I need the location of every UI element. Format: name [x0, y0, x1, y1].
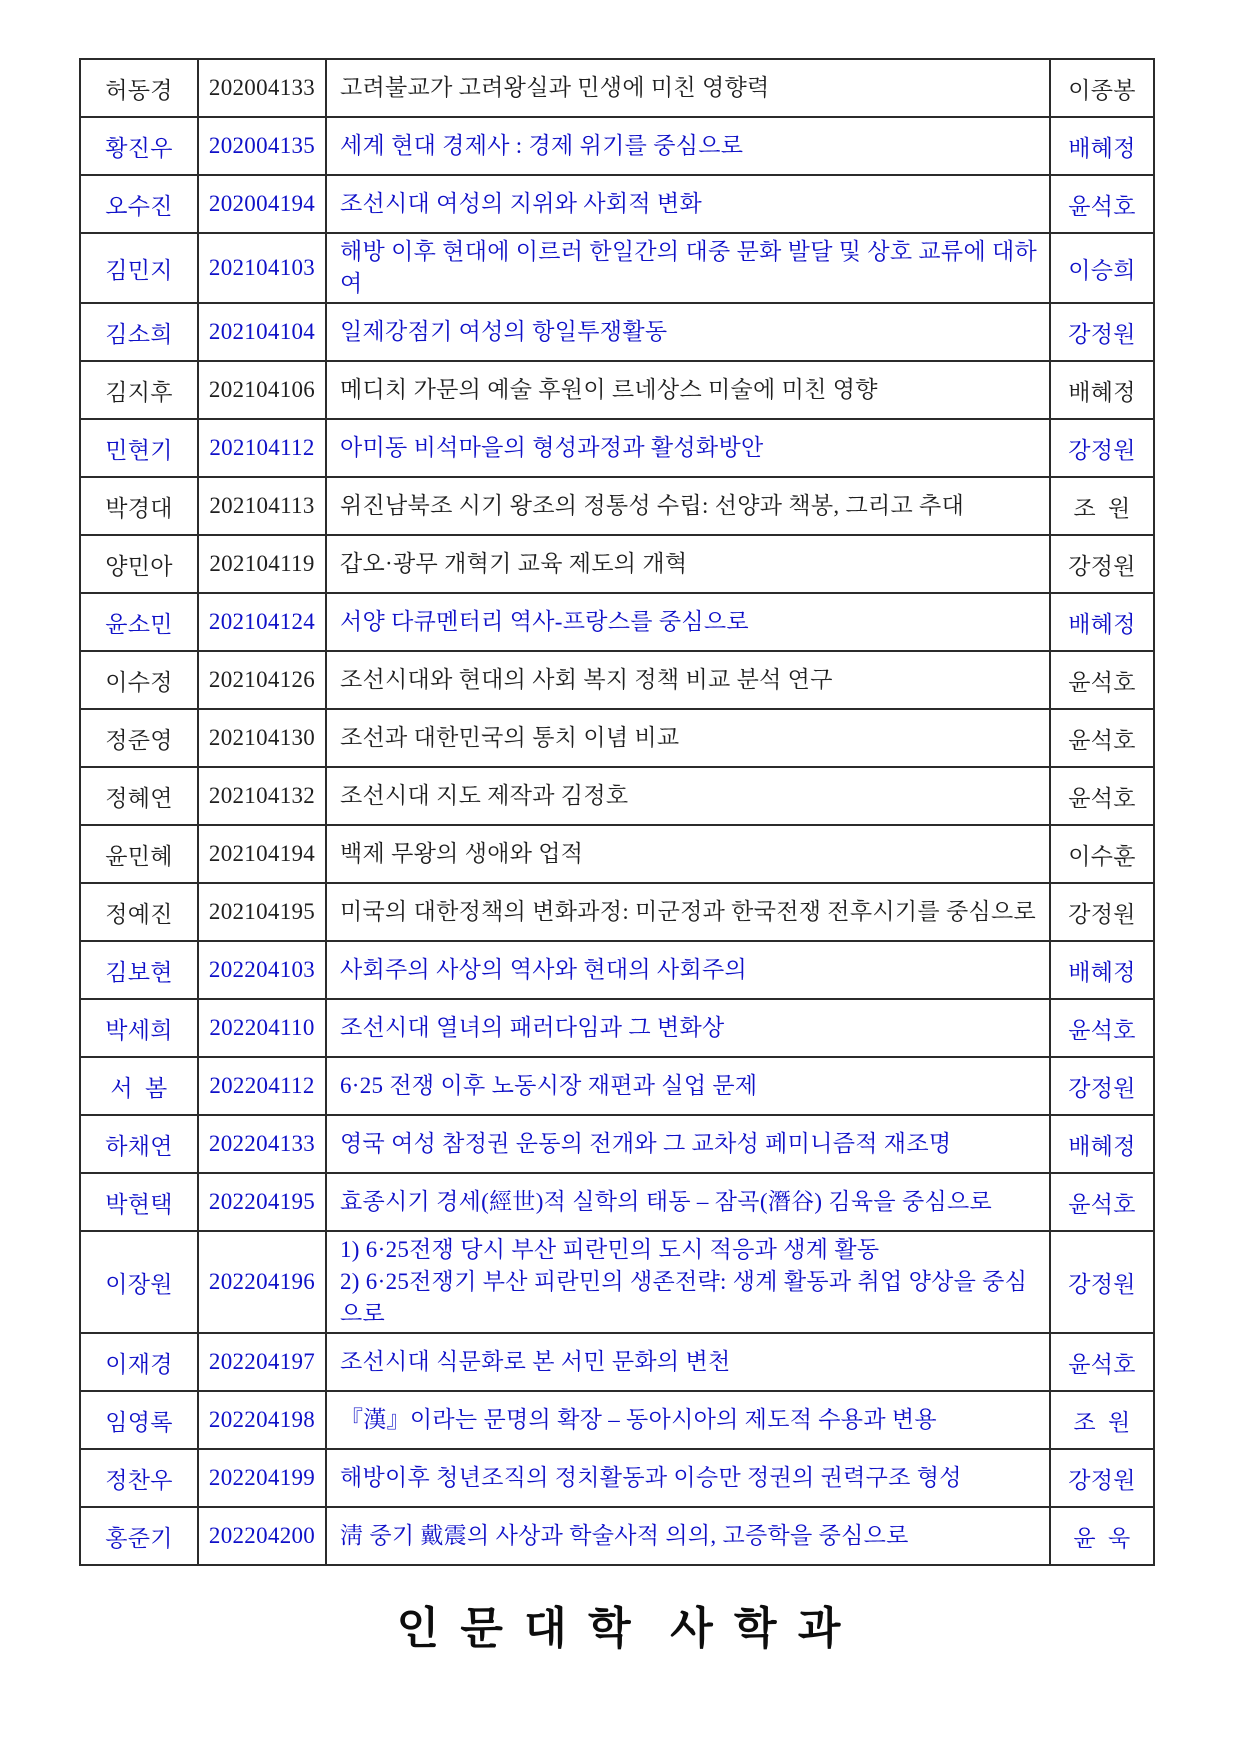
- student-id-cell: 202004133: [198, 59, 326, 117]
- advisor-cell: 윤석호: [1050, 175, 1154, 233]
- table-row: [80, 419, 1154, 477]
- student-id-cell: 202104104: [198, 303, 326, 361]
- student-id-cell: 202204197: [198, 1333, 326, 1391]
- table-row: [80, 1391, 1154, 1449]
- table-row: [80, 651, 1154, 709]
- thesis-title-cell: [326, 767, 1050, 825]
- thesis-title-cell: [326, 535, 1050, 593]
- table-row: [80, 999, 1154, 1057]
- table-row: [80, 941, 1154, 999]
- thesis-title-cell: [326, 825, 1050, 883]
- table-row: [80, 361, 1154, 419]
- student-name-cell: 정찬우: [80, 1449, 198, 1507]
- thesis-table-body: [80, 59, 1154, 1565]
- advisor-cell: 강정원: [1050, 303, 1154, 361]
- student-name-cell: 박경대: [80, 477, 198, 535]
- student-name-cell: 이재경: [80, 1333, 198, 1391]
- advisor-cell: 윤석호: [1050, 1333, 1154, 1391]
- advisor-cell: 강정원: [1050, 419, 1154, 477]
- thesis-title-cell: [326, 361, 1050, 419]
- thesis-title-cell: [326, 477, 1050, 535]
- table-row: [80, 117, 1154, 175]
- advisor-cell: 강정원: [1050, 1449, 1154, 1507]
- thesis-title-line: 아미동 비석마을의 형성과정과 활성화방안: [340, 435, 764, 460]
- advisor-cell: 윤석호: [1050, 999, 1154, 1057]
- table-row: [80, 593, 1154, 651]
- table-row: [80, 709, 1154, 767]
- thesis-title-line: 조선과 대한민국의 통치 이념 비교: [340, 725, 680, 750]
- table-row: [80, 303, 1154, 361]
- student-id-cell: 202104106: [198, 361, 326, 419]
- thesis-title-line: 1) 6·25전쟁 당시 부산 피란민의 도시 적응과 생계 활동: [340, 1237, 880, 1262]
- student-id-cell: 202204200: [198, 1507, 326, 1565]
- advisor-cell: 강정원: [1050, 883, 1154, 941]
- thesis-title-line: 사회주의 사상의 역사와 현대의 사회주의: [340, 957, 748, 982]
- advisor-cell: 조 원: [1050, 1391, 1154, 1449]
- thesis-title-line: 세계 현대 경제사 : 경제 위기를 중심으로: [340, 133, 744, 158]
- department-footer-title: 인 문 대 학 사 학 과: [396, 1603, 844, 1654]
- student-name-cell: 박세희: [80, 999, 198, 1057]
- student-id-cell: 202104126: [198, 651, 326, 709]
- thesis-title-line: 해방 이후 현대에 이르러 한일간의 대중 문화 발달 및 상호 교류에 대하여: [340, 239, 1038, 296]
- student-name-cell: 김지후: [80, 361, 198, 419]
- advisor-cell: 강정원: [1050, 1057, 1154, 1115]
- student-id-cell: 202004194: [198, 175, 326, 233]
- thesis-title-line: 해방이후 청년조직의 정치활동과 이승만 정권의 권력구조 형성: [340, 1465, 962, 1490]
- table-row: [80, 1449, 1154, 1507]
- thesis-title-line: 일제강점기 여성의 항일투쟁활동: [340, 319, 668, 344]
- thesis-title-line: 조선시대 식문화로 본 서민 문화의 변천: [340, 1349, 731, 1374]
- advisor-cell: 이승희: [1050, 233, 1154, 303]
- thesis-title-cell: [326, 1173, 1050, 1231]
- advisor-cell: 윤석호: [1050, 651, 1154, 709]
- thesis-title-line: 조선시대 지도 제작과 김정호: [340, 783, 629, 808]
- student-id-cell: 202104119: [198, 535, 326, 593]
- advisor-cell: 배혜정: [1050, 117, 1154, 175]
- thesis-title-line: 조선시대와 현대의 사회 복지 정책 비교 분석 연구: [340, 667, 833, 692]
- student-id-cell: 202204198: [198, 1391, 326, 1449]
- student-name-cell: 황진우: [80, 117, 198, 175]
- table-row: [80, 1507, 1154, 1565]
- thesis-title-cell: [326, 1449, 1050, 1507]
- student-id-cell: 202204199: [198, 1449, 326, 1507]
- thesis-title-line: 갑오·광무 개혁기 교육 제도의 개혁: [340, 551, 688, 576]
- student-id-cell: 202104194: [198, 825, 326, 883]
- student-name-cell: 정혜연: [80, 767, 198, 825]
- thesis-title-line: 조선시대 열녀의 패러다임과 그 변화상: [340, 1015, 725, 1040]
- thesis-title-cell: [326, 941, 1050, 999]
- student-name-cell: 이수정: [80, 651, 198, 709]
- thesis-title-line: 백제 무왕의 생애와 업적: [340, 841, 584, 866]
- table-row: [80, 233, 1154, 303]
- advisor-cell: 이종봉: [1050, 59, 1154, 117]
- thesis-title-cell: [326, 303, 1050, 361]
- advisor-cell: 윤석호: [1050, 767, 1154, 825]
- thesis-title-cell: [326, 175, 1050, 233]
- student-name-cell: 홍준기: [80, 1507, 198, 1565]
- student-name-cell: 박현택: [80, 1173, 198, 1231]
- thesis-title-cell: [326, 999, 1050, 1057]
- table-row: [80, 767, 1154, 825]
- table-row: [80, 1057, 1154, 1115]
- student-id-cell: 202104112: [198, 419, 326, 477]
- student-id-cell: 202104103: [198, 233, 326, 303]
- thesis-table-container: [79, 58, 1155, 1566]
- thesis-title-cell: [326, 1115, 1050, 1173]
- thesis-title-cell: [326, 651, 1050, 709]
- student-name-cell: 윤민혜: [80, 825, 198, 883]
- thesis-title-cell: [326, 883, 1050, 941]
- thesis-title-cell: [326, 59, 1050, 117]
- advisor-cell: 윤석호: [1050, 1173, 1154, 1231]
- advisor-cell: 이수훈: [1050, 825, 1154, 883]
- student-name-cell: 오수진: [80, 175, 198, 233]
- table-row: [80, 1333, 1154, 1391]
- thesis-title-line: 위진남북조 시기 왕조의 정통성 수립: 선양과 책봉, 그리고 추대: [340, 493, 965, 518]
- student-name-cell: 서 봄: [80, 1057, 198, 1115]
- table-row: [80, 477, 1154, 535]
- thesis-title-line: 조선시대 여성의 지위와 사회적 변화: [340, 191, 702, 216]
- thesis-title-line: 메디치 가문의 예술 후원이 르네상스 미술에 미친 영향: [340, 377, 878, 402]
- advisor-cell: 강정원: [1050, 1231, 1154, 1333]
- table-row: [80, 825, 1154, 883]
- thesis-title-line: 영국 여성 참정권 운동의 전개와 그 교차성 페미니즘적 재조명: [340, 1131, 952, 1156]
- thesis-title-line: 6·25 전쟁 이후 노동시장 재편과 실업 문제: [340, 1073, 758, 1098]
- table-row: [80, 59, 1154, 117]
- student-id-cell: 202104195: [198, 883, 326, 941]
- thesis-title-line: 효종시기 경세(經世)적 실학의 태동 – 잠곡(潛谷) 김육을 중심으로: [340, 1189, 993, 1214]
- student-name-cell: 김보현: [80, 941, 198, 999]
- advisor-cell: 배혜정: [1050, 1115, 1154, 1173]
- thesis-title-line: 미국의 대한정책의 변화과정: 미군정과 한국전쟁 전후시기를 중심으로: [340, 899, 1037, 924]
- student-name-cell: 김소희: [80, 303, 198, 361]
- thesis-title-cell: [326, 1333, 1050, 1391]
- advisor-cell: 조 원: [1050, 477, 1154, 535]
- student-id-cell: 202004135: [198, 117, 326, 175]
- student-id-cell: 202204196: [198, 1231, 326, 1333]
- advisor-cell: 윤 욱: [1050, 1507, 1154, 1565]
- thesis-title-line: 서양 다큐멘터리 역사-프랑스를 중심으로: [340, 609, 749, 634]
- student-name-cell: 민현기: [80, 419, 198, 477]
- student-name-cell: 하채연: [80, 1115, 198, 1173]
- advisor-cell: 강정원: [1050, 535, 1154, 593]
- advisor-cell: 윤석호: [1050, 709, 1154, 767]
- student-id-cell: 202204112: [198, 1057, 326, 1115]
- thesis-title-cell: [326, 1391, 1050, 1449]
- student-id-cell: 202204103: [198, 941, 326, 999]
- advisor-cell: 배혜정: [1050, 361, 1154, 419]
- table-row: [80, 1231, 1154, 1333]
- student-name-cell: 정예진: [80, 883, 198, 941]
- student-id-cell: 202104130: [198, 709, 326, 767]
- student-id-cell: 202104132: [198, 767, 326, 825]
- student-name-cell: 김민지: [80, 233, 198, 303]
- thesis-table: [79, 58, 1155, 1566]
- student-name-cell: 임영록: [80, 1391, 198, 1449]
- student-name-cell: 허동경: [80, 59, 198, 117]
- table-row: [80, 1173, 1154, 1231]
- student-name-cell: 정준영: [80, 709, 198, 767]
- thesis-title-line: 고려불교가 고려왕실과 민생에 미친 영향력: [340, 75, 770, 100]
- table-row: [80, 1115, 1154, 1173]
- thesis-title-line: 『漢』이라는 문명의 확장 – 동아시아의 제도적 수용과 변용: [340, 1407, 937, 1432]
- advisor-cell: 배혜정: [1050, 593, 1154, 651]
- advisor-cell: 배혜정: [1050, 941, 1154, 999]
- thesis-title-cell: [326, 419, 1050, 477]
- student-id-cell: 202104113: [198, 477, 326, 535]
- thesis-title-cell: [326, 709, 1050, 767]
- student-id-cell: 202204110: [198, 999, 326, 1057]
- thesis-title-cell: [326, 1507, 1050, 1565]
- thesis-title-line: 淸 중기 戴震의 사상과 학술사적 의의, 고증학을 중심으로: [340, 1523, 909, 1548]
- thesis-title-line: 2) 6·25전쟁기 부산 피란민의 생존전략: 생계 활동과 취업 양상을 중심으로: [340, 1269, 1028, 1326]
- thesis-title-cell: [326, 593, 1050, 651]
- student-name-cell: 윤소민: [80, 593, 198, 651]
- student-name-cell: 양민아: [80, 535, 198, 593]
- student-id-cell: 202204195: [198, 1173, 326, 1231]
- table-row: [80, 535, 1154, 593]
- table-row: [80, 175, 1154, 233]
- student-id-cell: 202104124: [198, 593, 326, 651]
- thesis-title-cell: [326, 117, 1050, 175]
- thesis-title-cell: [326, 233, 1050, 303]
- thesis-title-cell: [326, 1231, 1050, 1333]
- table-row: [80, 883, 1154, 941]
- thesis-title-cell: [326, 1057, 1050, 1115]
- student-name-cell: 이장원: [80, 1231, 198, 1333]
- student-id-cell: 202204133: [198, 1115, 326, 1173]
